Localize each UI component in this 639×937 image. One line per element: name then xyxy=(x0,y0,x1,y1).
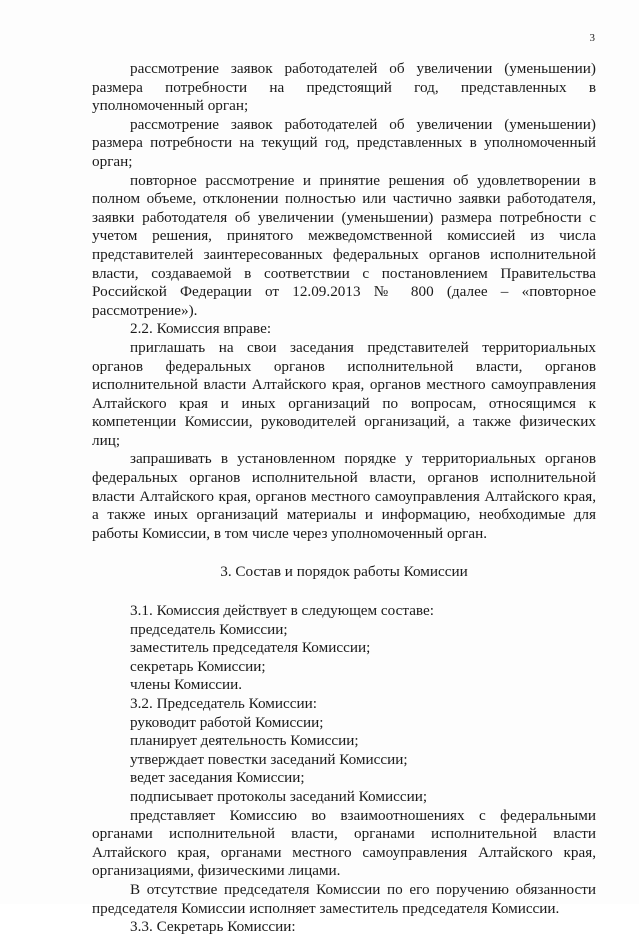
clause-heading: 3.1. Комиссия действует в следующем составе: xyxy=(130,602,434,620)
list-item: подписывает протоколы заседаний Комиссии; xyxy=(130,787,428,805)
paragraph: представляет Комиссию во взаимоотношениях с федеральными органами исполнительной власти, органами исполнительной власти Алтайского края, органами местного самоуправления Алтайского края, организациями, физическими лицами. xyxy=(92,806,596,880)
clause-heading: 2.2. Комиссия вправе: xyxy=(130,320,272,338)
clause-heading: 3.2. Председатель Комиссии: xyxy=(130,695,318,712)
paragraph: рассмотрение заявок работодателей об увеличении (уменьшении) размера потребности на предстоящий год, представленных в уполномоченный орган; xyxy=(92,60,596,115)
list-item: секретарь Комиссии; xyxy=(130,657,266,675)
paragraph: В отсутствие председателя Комиссии по его поручению обязанности председателя Комиссии исполняет заместитель председателя Комиссии. xyxy=(92,880,596,917)
list-item: руководит работой Комиссии; xyxy=(130,713,324,731)
page-number: 3 xyxy=(589,32,595,44)
paragraph: запрашивать в установленном порядке у территориальных органов федеральных органов исполнительной власти, органов исполнительной власти Алтайского края, органов местного самоуправления Алтайского края, а также иных организаций материалы и информацию, необходимые для работы Комиссии, в том числе через уполномоченный орган. xyxy=(92,450,596,542)
section-title: 3. Состав и порядок работы Комиссии xyxy=(220,563,468,581)
list-item: председатель Комиссии; xyxy=(130,620,288,638)
list-item: заместитель председателя Комиссии; xyxy=(130,639,371,657)
document-body xyxy=(92,60,596,937)
list-item: утверждает повестки заседаний Комиссии; xyxy=(130,750,408,768)
list-item: планирует деятельность Комиссии; xyxy=(130,732,359,750)
list-item: члены Комиссии. xyxy=(130,676,243,694)
paragraph: приглашать на свои заседания представителей территориальных органов федеральных органов исполнительной власти, органов исполнительной власти Алтайского края, органов местного самоуправления Алтайского края и иных организаций по вопросам, относящимся к компетенции Комиссии, руководителей организаций, а также физических лиц; xyxy=(92,338,596,449)
clause-heading: 3.3. Секретарь Комиссии: xyxy=(130,918,296,936)
paragraph: повторное рассмотрение и принятие решения об удовлетворении в полном объеме, отклонении полностью или частично заявки работодателя, заявки работодателя об увеличении (уменьшении) размера потребности с учетом решения, принятого межведомственной комиссией из числа представителей заинтересованных федеральных органов исполнительной власти, создаваемой в соответствии с постановлением Правительства Российской Федерации от 12.09.2013 № 800 (далее – «повторное рассмотрение»). xyxy=(92,171,596,319)
list-item: ведет заседания Комиссии; xyxy=(130,769,305,787)
paragraph: рассмотрение заявок работодателей об увеличении (уменьшении) размера потребности на текущий год, представленных в уполномоченный орган; xyxy=(92,115,596,170)
